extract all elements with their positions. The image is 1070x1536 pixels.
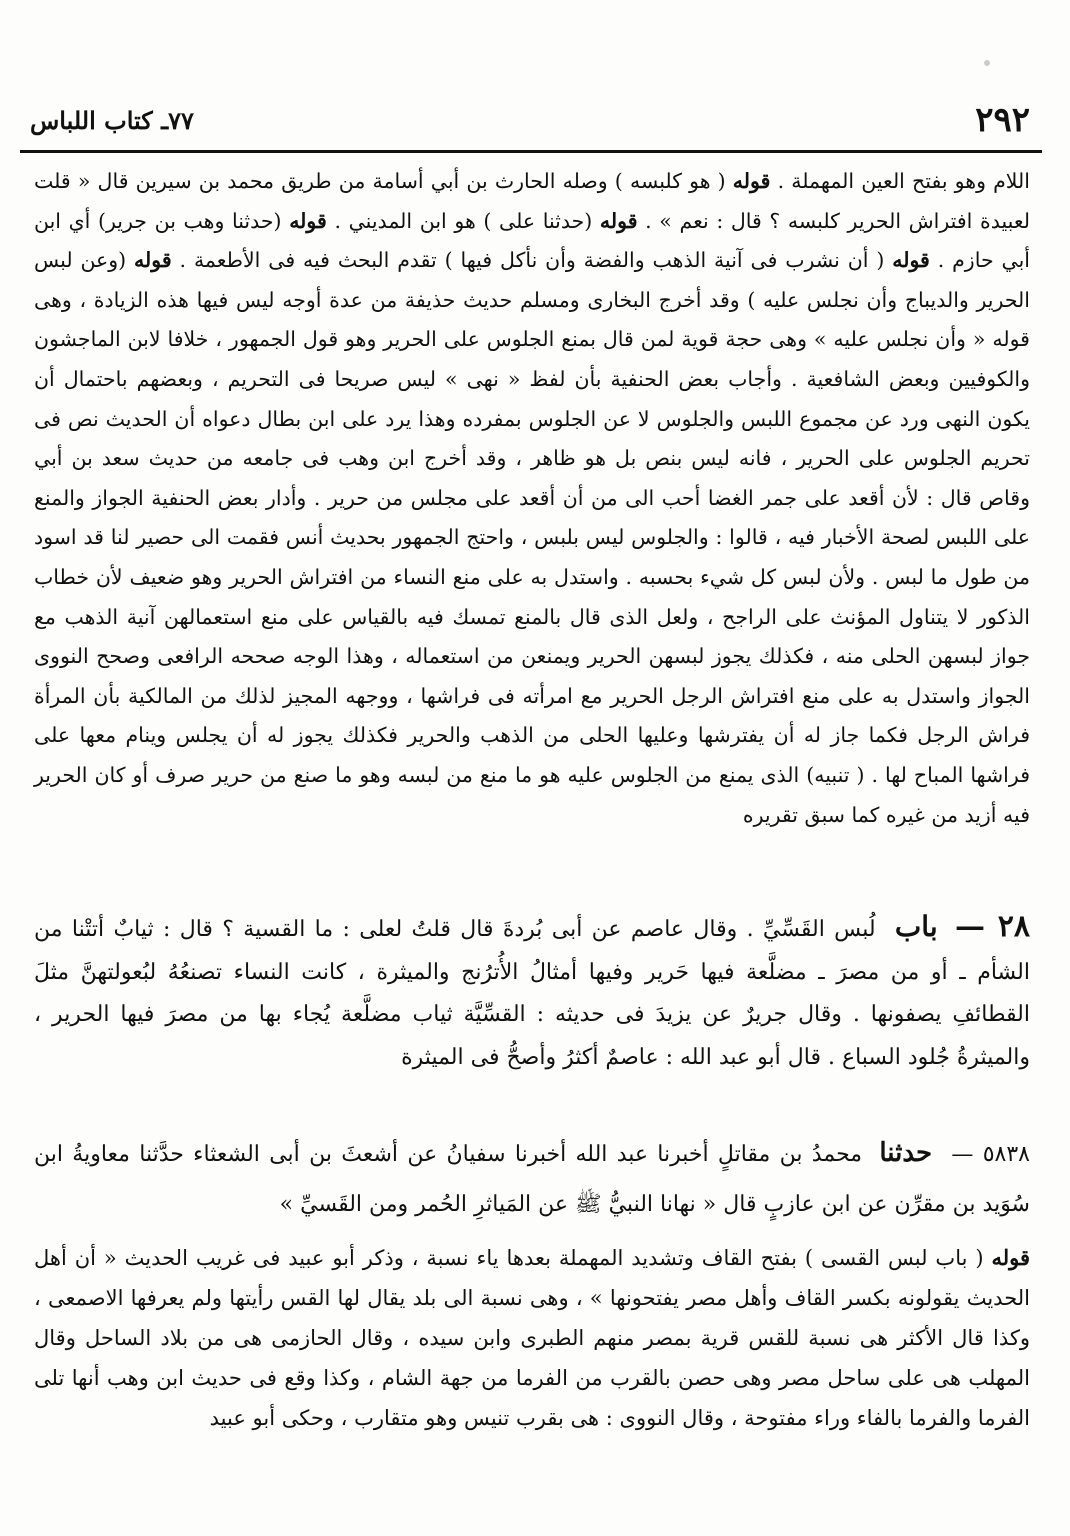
chapter-label: باب <box>894 910 938 943</box>
chapter-heading <box>34 906 1030 1079</box>
text-run: (وعن لبس الحرير والديباج وأن نجلس عليه ) وقد أخرج البخارى ومسلم حديث حذيفة من عدة أوجه ليس فيها هذه الزيادة ، وهى قوله « وأن نجلس عليه » وهى حجة قوية لمن قال بمنع الجلوس على الحرير وهو قول الجمهور ، خلافا لابن الماجشون والكوفيين وبعض الشافعية . وأجاب بعض الحنفية بأن لفظ « نهى » ليس صريحا فى التحريم ، وبعضهم باحتمال أن يكون النهى ورد عن مجموع اللبس والجلوس لا عن الجلوس بمفرده وهذا يرد على ابن بطال دعواه أن الحديث نص فى تحريم الجلوس على الحرير ، فانه ليس بنص بل هو ظاهر ، وقد أخرج ابن وهب فى جامعه من حديث سعد بن أبي وقاص قال : لأن أقعد على جمر الغضا أحب الى من أن أقعد على مجلس من حرير . وأدار بعض الحنفية الجواز والمنع على اللبس لصحة الأخبار فيه ، قالوا : والجلوس ليس بلبس ، واحتج الجمهور بحديث أنس فقمت الى حصير لنا قد اسود من طول ما لبس . ولأن لبس كل شيء بحسبه . واستدل به على منع النساء من افتراش الحرير وهو ضعيف لأن خطاب الذكور لا يتناول المؤنث على الراجح ، ولعل الذى قال بالمنع تمسك فيه بالقياس على منع استعمالهن آنية الذهب مع جواز لبسهن الحلى منه ، فكذلك يجوز لبسهن الحرير ويمنعن من استعماله ، وهذا الوجه صححه الرافعى وصحح النووى الجواز واستدل به على منع افتراش الرجل الحرير مع امرأته فى فراشها ، ووجهه المجيز لذلك من المالكية بأن المرأة فراش الرجل فكما جاز له أن يفترشها وعليها الحلى من الذهب والحرير فكذلك يجوز له أن يجلس وينام معها على فراشها المباح لها . ( تنبيه) الذى يمنع من الجلوس عليه هو ما منع من لبسه وهو ما صنع من حرير صرف أو كان الحرير فيه أزيد من غيره كما سبق تقريره <box>34 248 1030 827</box>
page-header <box>30 100 1030 146</box>
hadith-block <box>34 1128 1030 1230</box>
running-title: ٧٧ـ كتاب اللباس <box>30 106 194 135</box>
chapter-number: ٢٨ — <box>954 909 1031 944</box>
text-run: (حدثنا وهب بن جرير) أي ابن أبي حازم . <box>34 208 1030 273</box>
text-run: (حدثنا على ) هو ابن المديني . <box>326 208 600 233</box>
keyword-qawluhu: قوله <box>134 248 172 273</box>
chapter-text: لُبس القَسِّيِّ . وقال عاصم عن أبى بُردةَ قال قلتُ لعلى : ما القسية ؟ قال : ثيابٌ أتتْنا من الشأم ـ أو من مصرَ ـ مضلَّعة فيها حَرير وفيها أمثالُ الأُترُنج والميثرة ، كانت النساء تصنعُهُ لبُعولتهنَّ مثلَ القطائفِ يصفونها . وقال جريرٌ عن يزيدَ فى حديثه : القسِّيَّة ثياب مضلَّعة يُجاء بها من مصرَ فيها الحرير ، والميثرةُ جُلود السباع . قال أبو عبد الله : عاصمٌ أكثرُ وأصحُّ فى الميثرة <box>34 917 1030 1070</box>
text-run: اللام وهو بفتح العين المهملة . <box>770 169 1030 193</box>
header-rule <box>20 150 1042 153</box>
commentary-top <box>34 162 1030 835</box>
keyword-qawluhu: قوله <box>732 169 771 193</box>
keyword-qawluhu: قوله <box>599 208 638 233</box>
paper-speck <box>984 60 990 66</box>
text-run: ( هو كلبسه ) وصله الحارث بن أبي أسامة من طريق محمد بن سيرين قال « قلت لعبيدة افتراش الحرير كلبسه ؟ قال : نعم » . <box>34 169 1030 233</box>
hadith-label: حدثنا <box>879 1138 933 1168</box>
keyword-qawluhu: قوله <box>289 208 327 233</box>
paragraph <box>34 162 1030 835</box>
paragraph <box>34 1238 1030 1438</box>
commentary-bottom <box>34 1238 1030 1438</box>
keyword-qawluhu: قوله <box>892 248 930 273</box>
text-run: ( أن نشرب فى آنية الذهب والفضة وأن نأكل فيها ) تقدم البحث فيه فى الأطعمة . <box>171 248 893 273</box>
hadith-text: محمدُ بن مقاتلٍ أخبرنا عبد الله أخبرنا سفيانُ عن أشعثَ بن أبى الشعثاء حدَّثنا معاويةُ ابن سُوَيد بن مقرِّن عن ابن عازبٍ قال « نهانا النبيُّ ﷺ عن المَياثرِ الحُمر ومن القَسيِّ » <box>34 1142 1030 1217</box>
page-number: ٢٩٢ <box>975 100 1030 140</box>
hadith-number: ٥٨٣٨ — <box>951 1142 1030 1167</box>
text-run: ( باب لبس القسى ) بفتح القاف وتشديد المهملة بعدها ياء نسبة ، وذكر أبو عبيد فى غريب الحديث « أن أهل الحديث يقولونه بكسر القاف وأهل مصر يفتحونها » ، وهى نسبة الى بلد يقال لها القس رأيتها ولم يعرفها الاصمعى ، وكذا قال الأكثر هى نسبة للقس قرية بمصر منهم الطبرى وابن سيده ، وقال الحازمى هى من بلاد الساحل وقال المهلب هى على ساحل مصر وهى حصن بالقرب من الفرما من جهة الشام ، وكذا وقع فى حديث ابن وهب أنها تلى الفرما والفرما بالفاء وراء مفتوحة ، وقال النووى : هى بقرب تنيس وهو متقارب ، وحكى أبو عبيد <box>34 1246 1030 1430</box>
keyword-qawluhu: قوله <box>991 1245 1030 1270</box>
